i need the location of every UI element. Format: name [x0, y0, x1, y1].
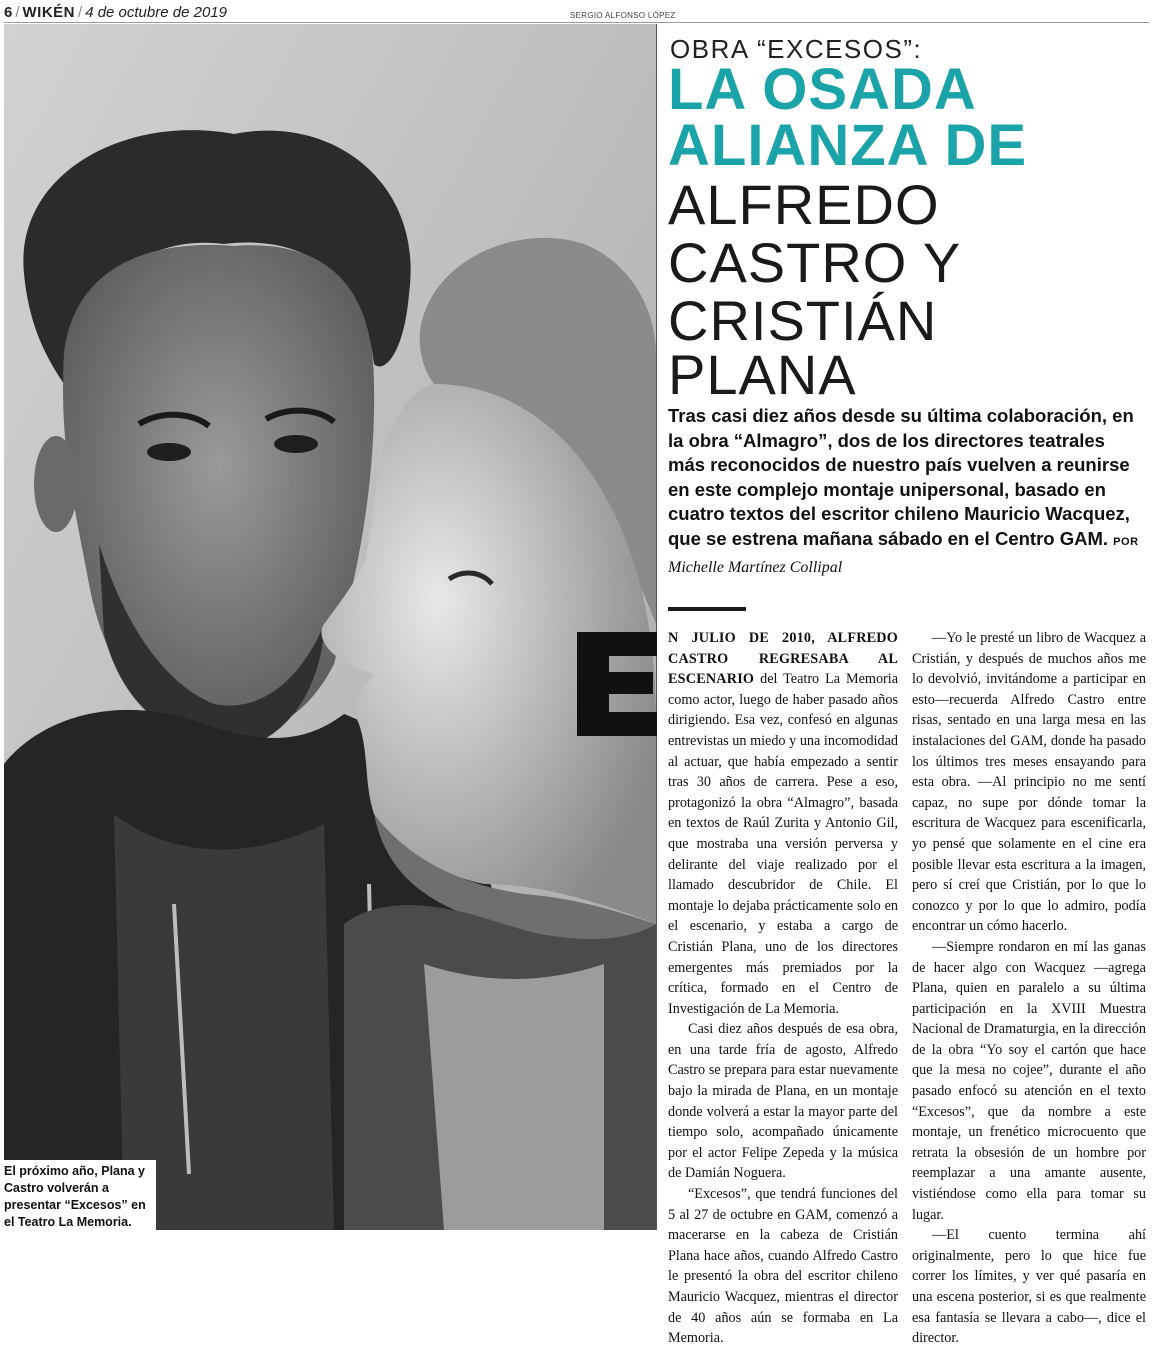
lead-in: N JULIO DE 2010, ALFREDO CASTRO REGRESABA AL ESCENARIO: [668, 630, 898, 688]
issue-date: 4 de octubre de 2019: [85, 4, 227, 21]
headline-line: CRISTIÁN: [668, 289, 938, 352]
page-number: 6: [4, 4, 13, 21]
article-paragraph: —El cuento termina ahí originalmente, pero lo que hice fue correr los límites, y ver qué pasaría en una escena posterior, si es que realmente esa fantasía se llevara a cabo—, dice el director.: [912, 1227, 1146, 1347]
headline-kicker: OBRA “EXCESOS”:: [670, 34, 923, 64]
byline-label: POR: [1113, 535, 1139, 548]
article-column-2: [912, 628, 1146, 1349]
article-paragraph: “Excesos”, que tendrá funciones del 5 al 27 de octubre en GAM, comenzó a macerarse en la cabeza de Cristián Plana hace años, cuando Alfredo Castro le presentó la obra del escritor chileno Mauricio Wacquez, mientras el director de 40 años aún se formaba en La Memoria.: [668, 1186, 898, 1347]
article-column-1: [668, 628, 898, 1349]
page-header: [4, 2, 1149, 24]
folio-separator: /: [15, 4, 20, 21]
article-paragraph: —Yo le presté un libro de Wacquez a Cristián, y después de muchos años me lo devolvió, invitándome a participar en esto—recuerda Alfredo Castro entre risas, sentado en una larga mesa en las instalaciones del GAM, donde ha pasado los últimos tres meses ensayando para esta obra. —Al principio no me sentí capaz, no supe por dónde tomar la escritura de Wacquez para escenificarla, yo pensé que solamente en el cine era posible llevar esta escritura a la imagen, pero sí creí que Cristián, por lo que lo conozco y por lo que lo admiro, podía encontrar un cómo hacerlo.: [912, 630, 1146, 935]
headline-line: ALFREDO: [668, 173, 940, 236]
headline-accent-line: LA OSADA: [668, 57, 977, 122]
deck-rule: [668, 607, 746, 611]
headline-line: PLANA: [668, 343, 857, 406]
dropcap-letter: [577, 632, 657, 736]
brand-logo: WIKÉN: [22, 4, 76, 21]
folio: [4, 4, 227, 21]
deck-text: Tras casi diez años desde su última colaboración, en la obra “Almagro”, dos de los directores teatrales más reconocidos de nuestro país vuelven a reunirse en este complejo montaje unipersonal, basado en cuatro textos del escritor chileno Mauricio Wacquez, que se estrena mañana sábado en el Centro GAM.: [668, 405, 1134, 549]
paragraph-text: del Teatro La Memoria como actor, luego de haber pasado años dirigiendo. Esa vez, confesó en algunas entrevistas un miedo y una incomodidad al actuar, que había empezado a sentir tras 30 años de carrera. Pese a eso, protagonizó la obra “Almagro”, basada en textos de Raúl Zurita y Antonio Gil, que mostraba una versión perversa y delirante del viaje realizado por el llamado descubridor de Chile. El montaje lo dejaba prácticamente solo en el escenario, y estaba a cargo de Cristián Plana, uno de los directores emergentes más premiados por la crítica, formado en el Centro de Investigación de La Memoria.: [668, 671, 899, 1017]
header-rule: [4, 22, 1149, 23]
headline-accent-line: ALIANZA DE: [668, 113, 1028, 178]
photo-credit: SERGIO ALFONSO LÓPEZ: [570, 11, 676, 20]
portrait-illustration: [4, 24, 656, 1230]
folio-separator: /: [78, 4, 83, 21]
headline-line: CASTRO Y: [668, 231, 962, 294]
article-paragraph: Casi diez años después de esa obra, en una tarde fría de agosto, Alfredo Castro se prepara para estar nuevamente bajo la mirada de Plana, en un montaje donde volverá a estar la mayor parte del tiempo solo, acompañado únicamente por el actor Felipe Zepeda y la música de Damián Noguera.: [668, 1021, 898, 1182]
article-paragraph: [668, 628, 898, 1019]
article-deck: [668, 404, 1146, 581]
article-paragraph: —Siempre rondaron en mí las ganas de hacer algo con Wacquez —agrega Plana, quien en paralelo a su última participación en la XVIII Muestra Nacional de Dramaturgia, en la dirección de la obra “Yo soy el cartón que hace que la mesa no cojee”, durante el año pasado enfocó su atención en el texto “Excesos”, que da nombre a este montaje, un frenético microcuento que retrata la obsesión de un hombre por reemplazar a una amante ausente, vistiéndose como ella para tomar su lugar.: [912, 938, 1146, 1223]
byline-author: Michelle Martínez Collipal: [668, 559, 843, 576]
portrait-photo: [4, 24, 656, 1230]
photo-divider: [656, 24, 657, 1230]
photo-caption: El próximo año, Plana y Castro volverán a presentar “Excesos” en el Teatro La Memoria.: [4, 1160, 156, 1232]
